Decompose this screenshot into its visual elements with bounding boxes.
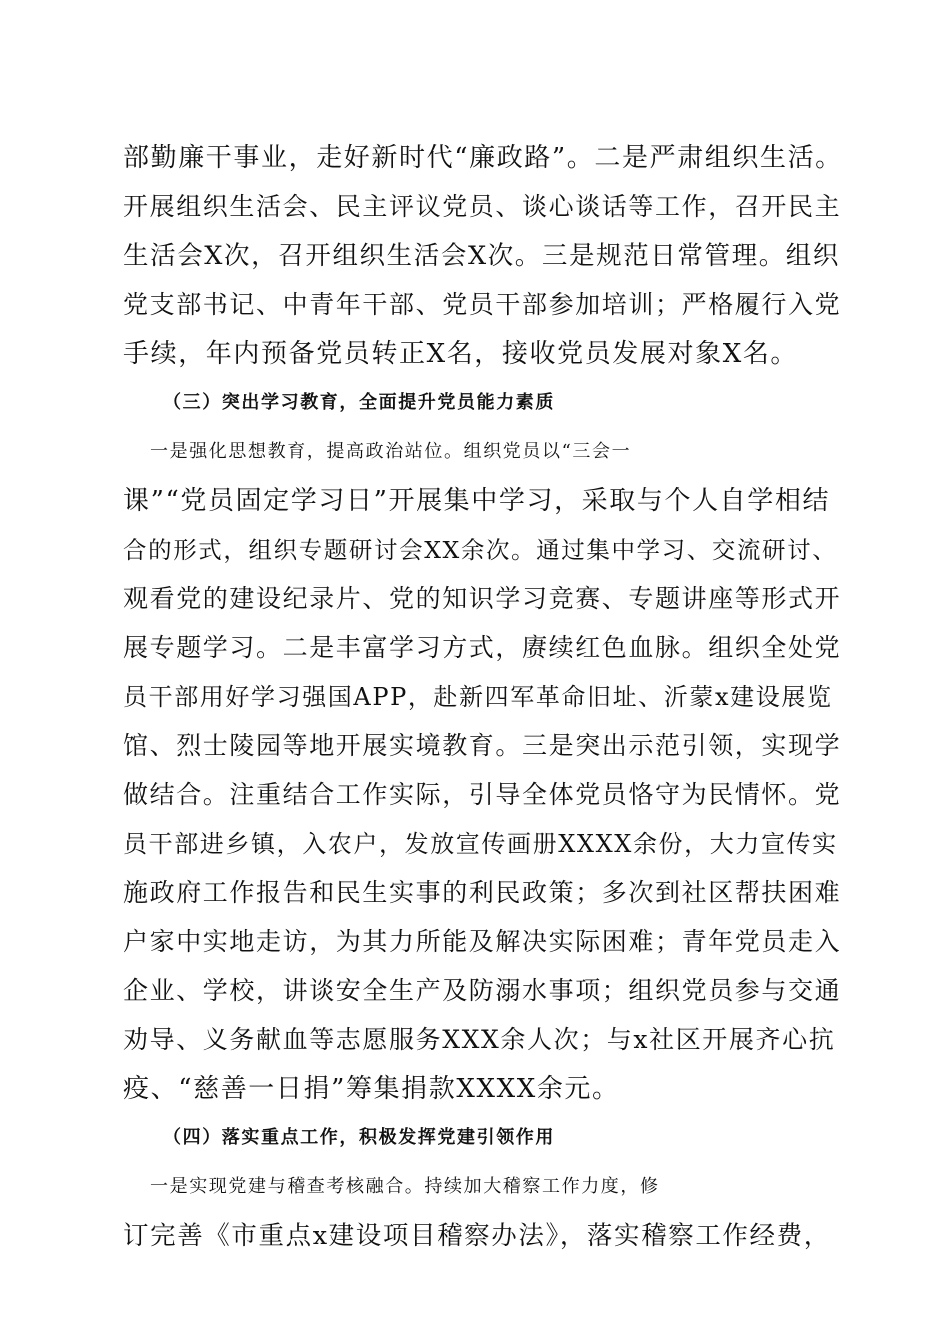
text-line: 企业、学校，讲谈安全生产及防溺水事项；组织党员参与交通 <box>123 976 842 1005</box>
text-line: 订完善《市重点x建设项目稽察办法》，落实稽察工作经费， <box>123 1221 831 1251</box>
text-line: 党支部书记、中青年干部、党员干部参加培训；严格履行入党 <box>123 290 842 319</box>
text-line: 馆、烈士陵园等地开展实境教育。三是突出示范引领，实现学 <box>123 731 842 760</box>
text-line: 手续，年内预备党员转正X名，接收党员发展对象X名。 <box>123 339 799 369</box>
section-heading-4: （四）落实重点工作，积极发挥党建引领作用 <box>163 1127 555 1148</box>
text-line: 合的形式，组织专题研讨会XX余次。通过集中学习、交流研讨、 <box>123 536 838 564</box>
text-line: 员干部进乡镇，入农户，发放宣传画册XXXX余份，大力宣传实 <box>123 830 838 858</box>
text-line: 观看党的建设纪录片、党的知识学习竞赛、专题讲座等形式开 <box>123 584 842 613</box>
text-line: 施政府工作报告和民生实事的利民政策；多次到社区帮扶困难 <box>123 878 842 907</box>
paragraph-lead: 一是实现党建与稽查考核融合。持续加大稽察工作力度，修 <box>150 1176 660 1197</box>
text-line: 疫、“慈善一日捐”筹集捐款XXXX余元。 <box>123 1074 620 1104</box>
text-line: 展专题学习。二是丰富学习方式，赓续红色血脉。组织全处党 <box>123 633 842 662</box>
text-line: 部勤廉干事业，走好新时代“廉政路”。二是严肃组织生活。 <box>123 143 843 173</box>
text-line: 课”“党员固定学习日”开展集中学习，采取与个人自学相结 <box>123 486 831 516</box>
text-line: 户家中实地走访，为其力所能及解决实际困难；青年党员走入 <box>123 927 842 956</box>
text-line: 劝导、义务献血等志愿服务XXX余人次；与x社区开展齐心抗 <box>123 1025 836 1054</box>
section-heading-3: （三）突出学习教育，全面提升党员能力素质 <box>163 392 555 413</box>
text-line: 生活会X次，召开组织生活会X次。三是规范日常管理。组织 <box>123 241 841 271</box>
paragraph-lead: 一是强化思想教育，提高政治站位。组织党员以“三会一 <box>150 441 632 462</box>
text-line: 开展组织生活会、民主评议党员、谈心谈话等工作，召开民主 <box>123 192 842 221</box>
text-line: 员干部用好学习强国APP，赴新四军革命旧址、沂蒙x建设展览 <box>123 683 833 711</box>
text-line: 做结合。注重结合工作实际，引导全体党员恪守为民情怀。党 <box>123 780 842 809</box>
